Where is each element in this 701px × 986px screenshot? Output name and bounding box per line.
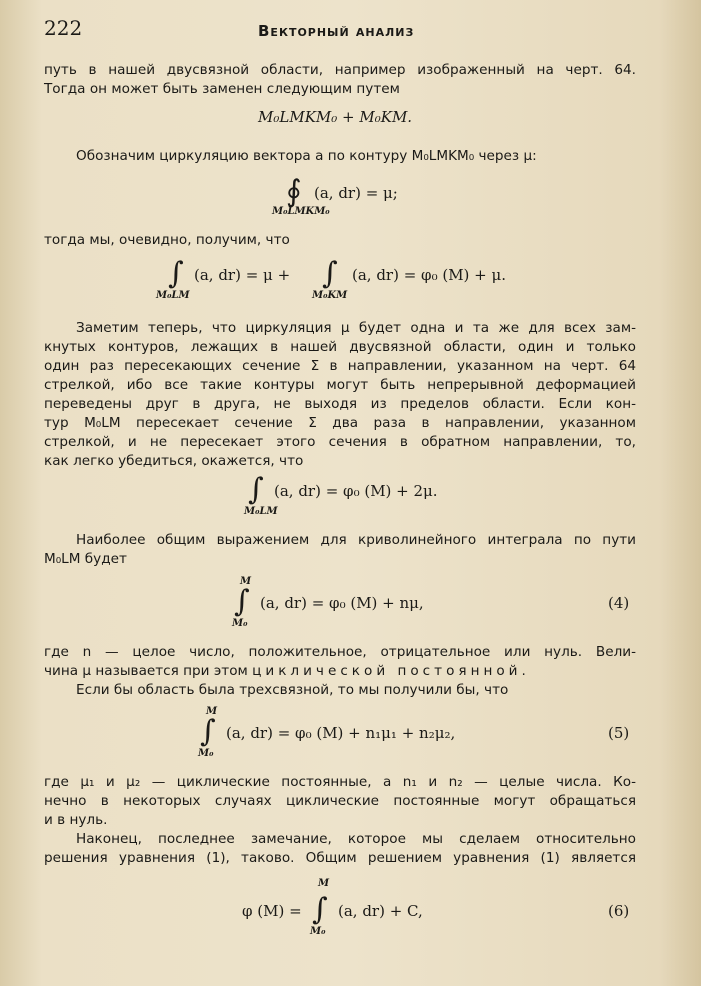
equation-number: (4) xyxy=(608,594,630,612)
equation-6-lhs: φ (M) = xyxy=(242,902,302,920)
text-line: Если бы область была трехсвязной, то мы получили бы, что xyxy=(76,682,509,698)
integral-lower-limit: M₀ xyxy=(198,748,214,759)
equation-2mu: (a, dr) = φ₀ (M) + 2μ. xyxy=(274,482,438,500)
text-line: тогда мы, очевидно, получим, что xyxy=(44,232,290,248)
text-line: Наконец, последнее замечание, которое мы сделаем относительно xyxy=(76,831,636,847)
emphasized-term: циклической постоянной. xyxy=(252,663,530,679)
text-line: путь в нашей двусвязной области, например изображенный на черт. 64. xyxy=(44,62,636,78)
equation-path: M₀LMKM₀ + M₀KM. xyxy=(258,108,413,126)
text-line: и в нуль. xyxy=(44,812,108,828)
text-line: переведены друг в друга, не выходя из пределов области. Если кон- xyxy=(44,396,636,412)
equation-number: (5) xyxy=(608,724,630,742)
integral-lower-limit: M₀LM xyxy=(156,290,190,301)
text-line: нечно в некоторых случаях циклические постоянные могут обращаться xyxy=(44,793,636,809)
equation-sum-part1: (a, dr) = μ + xyxy=(194,266,291,284)
integral-lower-limit: M₀KM xyxy=(312,290,348,301)
integral-lower-limit: M₀ xyxy=(310,926,326,937)
integral-lower-limit: M₀LMKM₀ xyxy=(272,206,330,217)
integral-upper-limit: M xyxy=(318,878,330,889)
text-line: тур M₀LM пересекает сечение Σ два раза в направлении, указанном xyxy=(44,415,636,431)
text-line: стрелкой, и не пересекает этого сечения в обратном направлении, то, xyxy=(44,434,636,450)
integral-lower-limit: M₀ xyxy=(232,618,248,629)
integral-sign: ∫ xyxy=(248,472,264,507)
integral-sign: ∫ xyxy=(168,256,184,291)
text-line: M₀LM будет xyxy=(44,551,127,567)
text-line xyxy=(44,663,530,679)
text-line: стрелкой, ибо все такие контуры могут быть непрерывной деформацией xyxy=(44,377,636,393)
integral-sign: ∫ xyxy=(322,256,338,291)
equation-6: (a, dr) + C, xyxy=(338,902,423,920)
running-header: Векторный анализ xyxy=(258,22,415,40)
text-span: чина μ называется при этом xyxy=(44,663,248,679)
integral-sign: ∫ xyxy=(234,584,250,619)
text-line: кнутых контуров, лежащих в нашей двусвязной области, один и только xyxy=(44,339,636,355)
integral-upper-limit: M xyxy=(240,576,252,587)
equation-5: (a, dr) = φ₀ (M) + n₁μ₁ + n₂μ₂, xyxy=(226,724,456,742)
text-line: решения уравнения (1), таково. Общим решением уравнения (1) является xyxy=(44,850,636,866)
contour-integral-sign: ∮ xyxy=(286,174,302,209)
equation-circulation: (a, dr) = μ; xyxy=(314,184,398,202)
equation-number: (6) xyxy=(608,902,630,920)
text-line: где μ₁ и μ₂ — циклические постоянные, а n₁ и n₂ — целые числа. Ко- xyxy=(44,774,636,790)
text-line: Наиболее общим выражением для криволинейного интеграла по пути xyxy=(76,532,636,548)
text-line: где n — целое число, положительное, отрицательное или нуль. Вели- xyxy=(44,644,636,660)
integral-lower-limit: M₀LM xyxy=(244,506,278,517)
equation-sum-part2: (a, dr) = φ₀ (M) + μ. xyxy=(352,266,507,284)
text-line: Заметим теперь, что циркуляция μ будет одна и та же для всех зам- xyxy=(76,320,636,336)
contour-integral xyxy=(286,174,302,209)
text-line: как легко убедиться, окажется, что xyxy=(44,453,304,469)
text-line: Обозначим циркуляцию вектора a по контуру M₀LMKM₀ через μ: xyxy=(76,148,537,164)
integral-sign: ∫ xyxy=(200,714,216,749)
equation-4: (a, dr) = φ₀ (M) + nμ, xyxy=(260,594,424,612)
integral-sign: ∫ xyxy=(312,892,328,927)
text-line: один раз пересекающих сечение Σ в направлении, указанном на черт. 64 xyxy=(44,358,636,374)
text-line: Тогда он может быть заменен следующим путем xyxy=(44,81,400,97)
integral-upper-limit: M xyxy=(206,706,218,717)
page-number: 222 xyxy=(44,16,83,40)
